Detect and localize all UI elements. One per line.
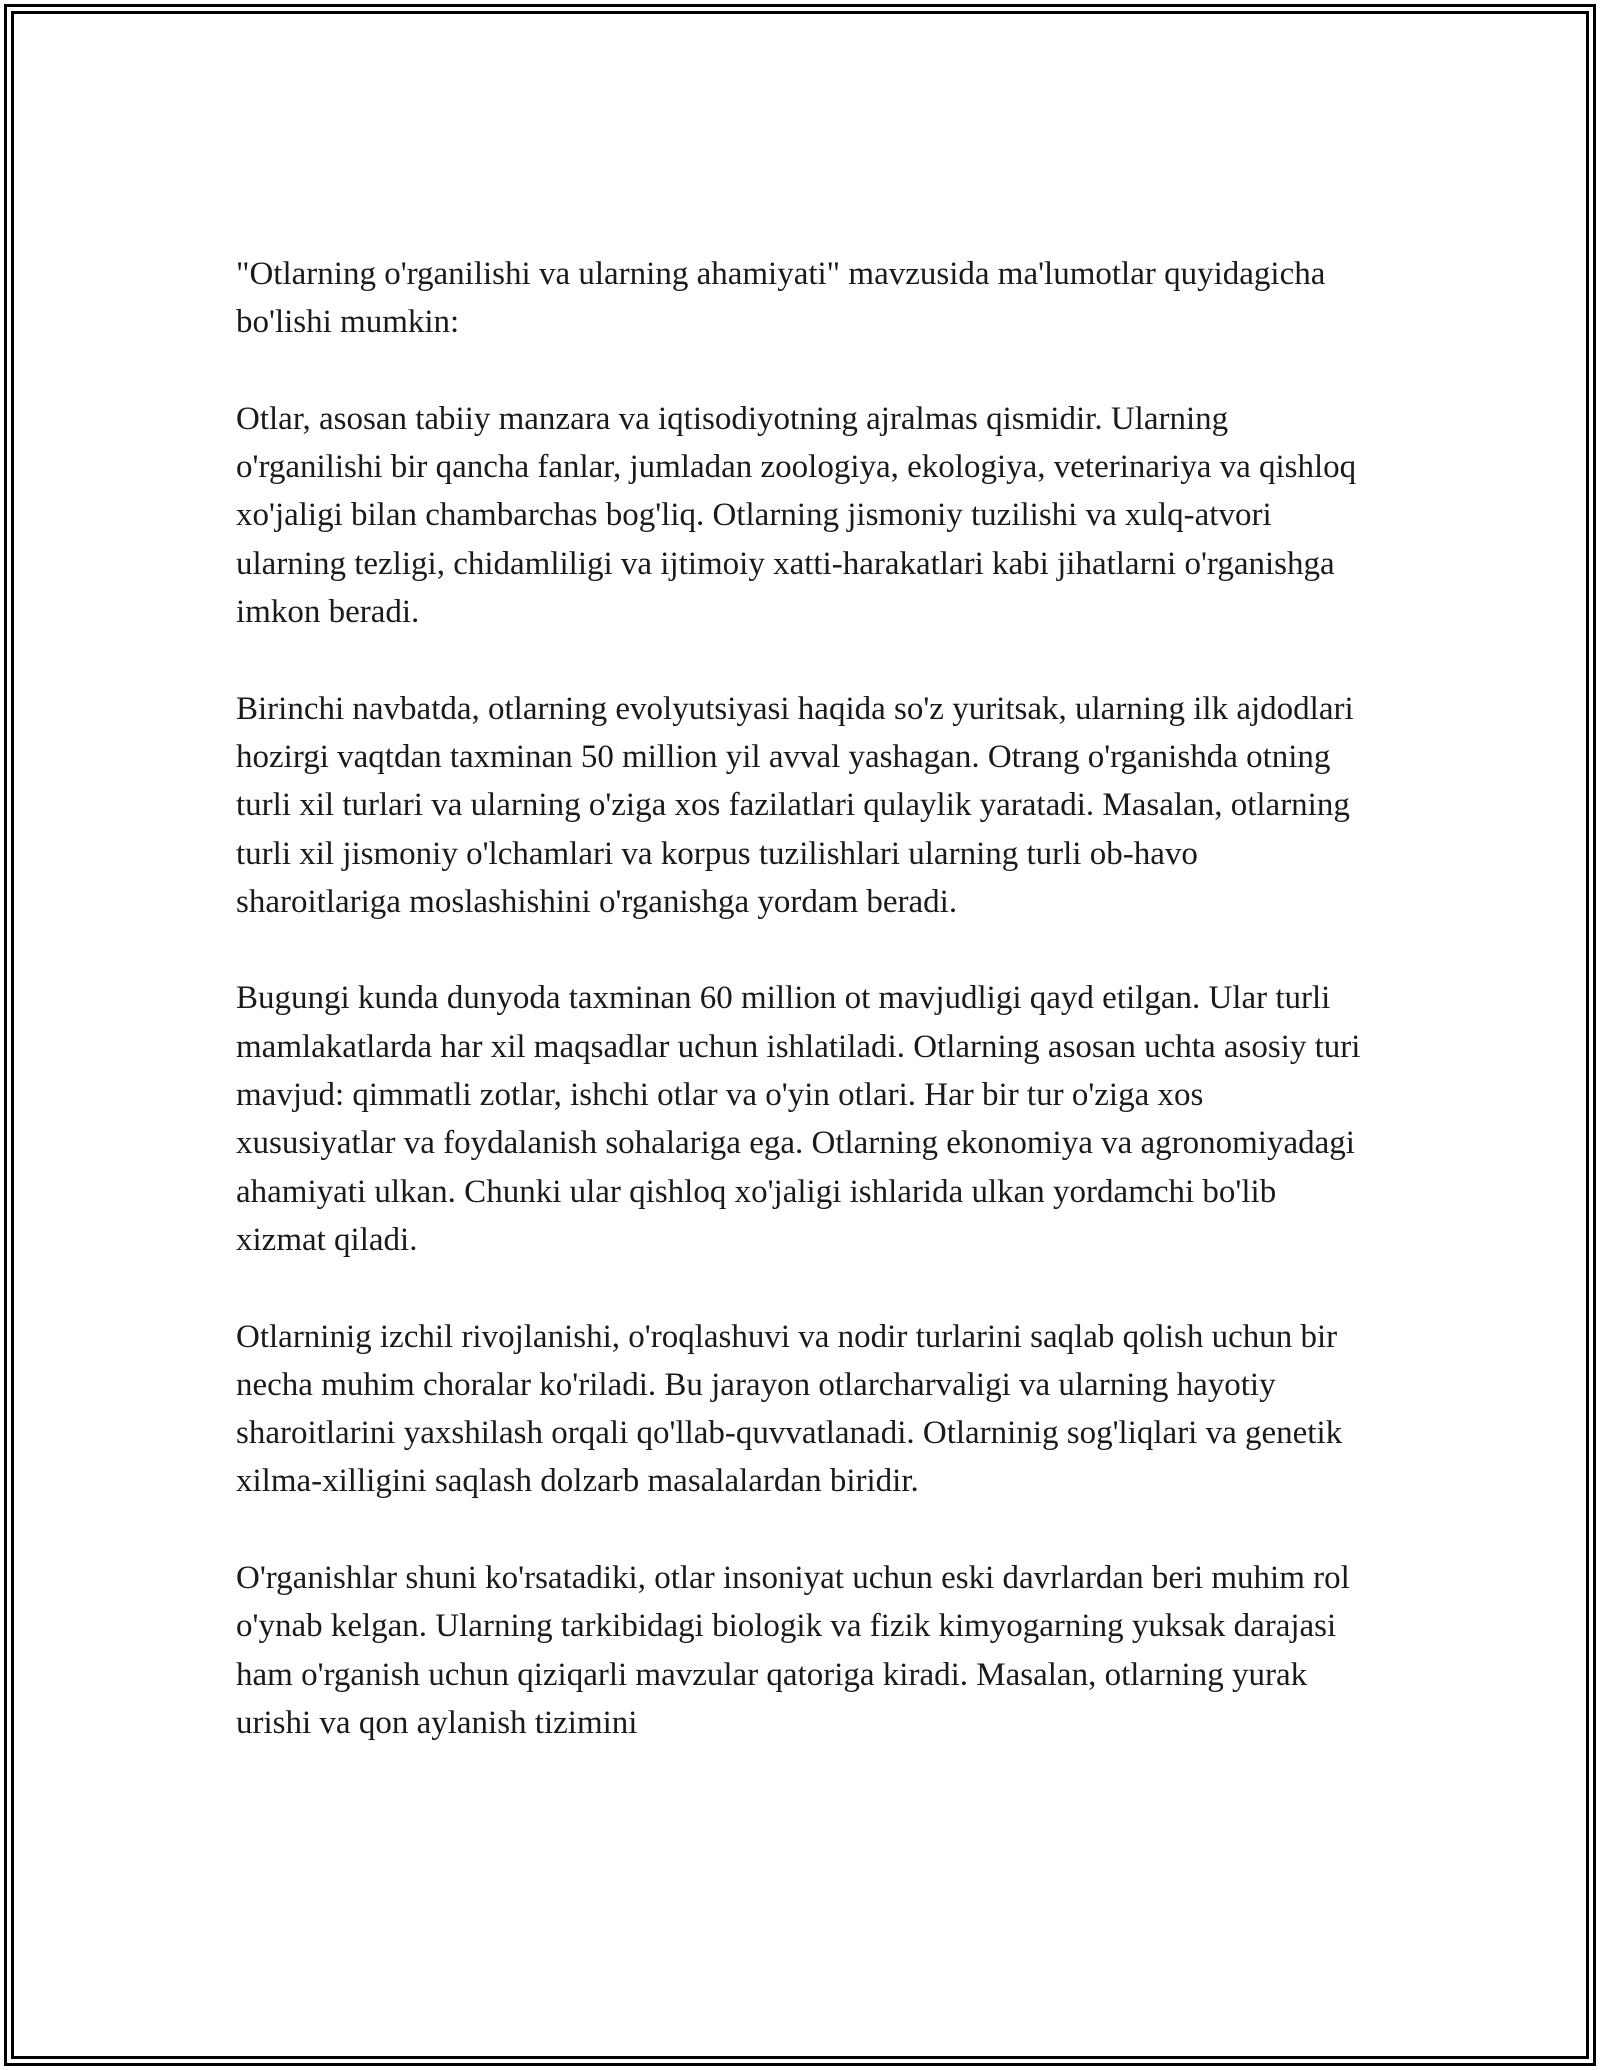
- paragraph-population: Bugungi kunda dunyoda taxminan 60 million ot mavjudligi qayd etilgan. Ular turli mamlakatlarda har xil maqsadlar uchun ishlatiladi. Otlarning asosan uchta asosiy turi mavjud: qimmatli zotlar, ishchi otlar va o'yin otlari. Har bir tur o'ziga xos xususiyatlar va foydalanish sohalariga ega. Otlarning ekonomiya va agronomiyadagi ahamiyati ulkan. Chunki ular qishloq xo'jaligi ishlarida ulkan yordamchi bo'lib xizmat qiladi.: [236, 980, 1361, 1258]
- paragraph-conservation: Otlarninig izchil rivojlanishi, o'roqlashuvi va nodir turlarini saqlab qolish uchun bir necha muhim choralar ko'riladi. Bu jarayon otlarcharvaligi va ularning hayotiy sharoitlarini yaxshilash orqali qo'llab-quvvatlanadi. Otlarninig sog'liqlari va genetik xilma-xilligini saqlash dolzarb masalalardan biridir.: [236, 1318, 1343, 1500]
- paragraph-intro: "Otlarning o'rganilishi va ularning ahamiyati" mavzusida ma'lumotlar quyidagicha bo'lishi mumkin:: [236, 256, 1326, 341]
- paragraph-evolution: Birinchi navbatda, otlarning evolyutsiyasi haqida so'z yuritsak, ularning ilk ajdodlari hozirgi vaqtdan taxminan 50 million yil avval yashagan. Otrang o'rganishda otning turli xil turlari va ularning o'ziga xos fazilatlari qulaylik yaratadi. Masalan, otlarning turli xil jismoniy o'lchamlari va korpus tuzilishlari ularning turli ob-havo sharoitlariga moslashishini o'rganishga yordam beradi.: [236, 690, 1354, 920]
- document-body: [236, 250, 1371, 1796]
- paragraph-research: O'rganishlar shuni ko'rsatadiki, otlar insoniyat uchun eski davrlardan beri muhim rol o'ynab kelgan. Ularning tarkibidagi biologik va fizik kimyogarning yuksak darajasi ham o'rganish uchun qiziqarli mavzular qatoriga kiradi. Masalan, otlarning yurak urishi va qon aylanish tizimini: [236, 1560, 1350, 1741]
- paragraph-overview: Otlar, asosan tabiiy manzara va iqtisodiyotning ajralmas qismidir. Ularning o'rganilishi bir qancha fanlar, jumladan zoologiya, ekologiya, veterinariya va qishloq xo'jaligi bilan chambarchas bog'liq. Otlarning jismoniy tuzilishi va xulq-atvori ularning tezligi, chidamliligi va ijtimoiy xatti-harakatlari kabi jihatlarni o'rganishga imkon beradi.: [236, 400, 1357, 631]
